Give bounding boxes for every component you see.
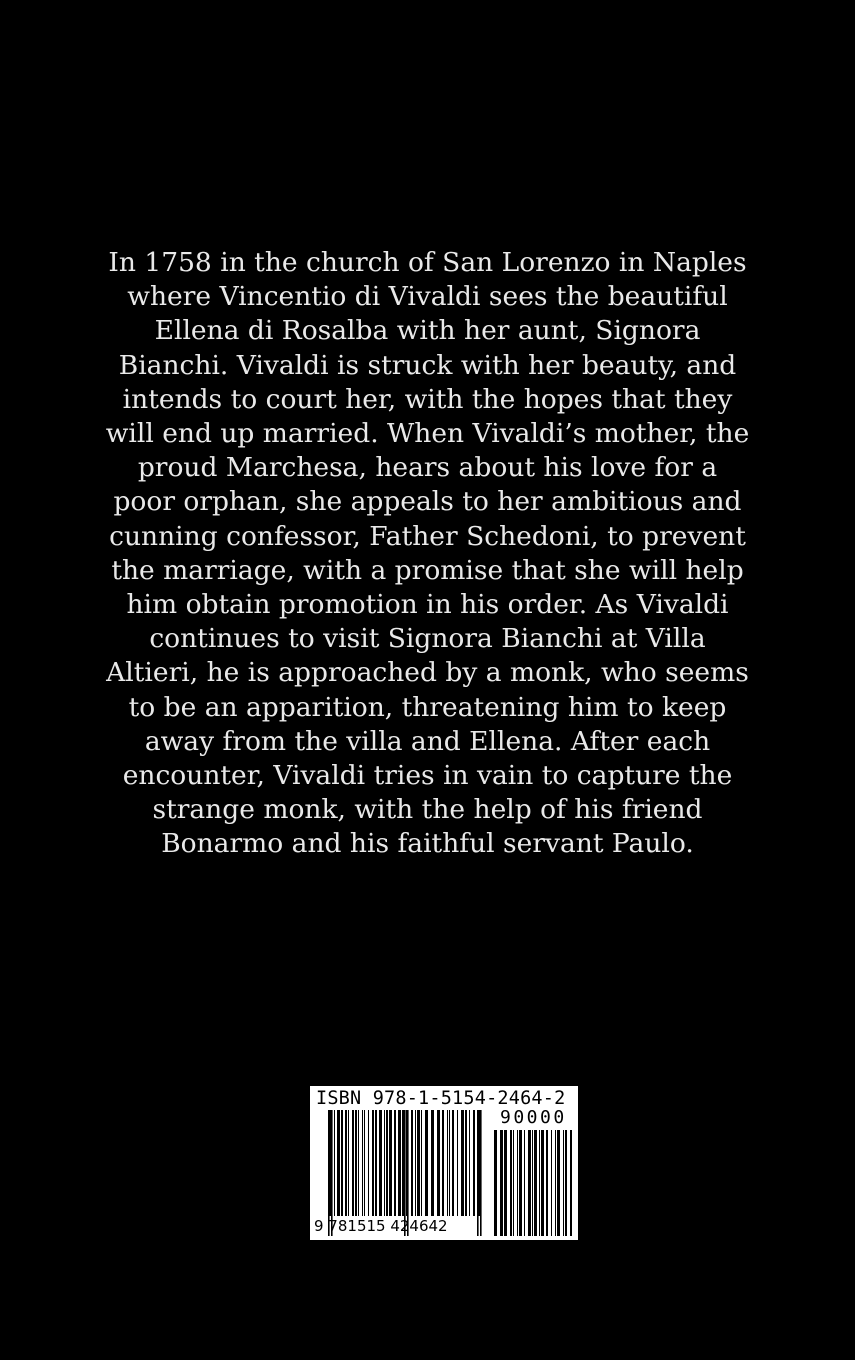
barcode-bar bbox=[384, 1110, 385, 1216]
addon-digits: 90000 bbox=[500, 1107, 567, 1128]
barcode-bar bbox=[417, 1110, 420, 1216]
barcode-bar bbox=[355, 1110, 357, 1216]
barcode-bar bbox=[421, 1110, 422, 1216]
barcode-bar bbox=[541, 1130, 544, 1236]
barcode-bar bbox=[452, 1110, 454, 1216]
barcode-bar bbox=[557, 1130, 560, 1236]
blurb-line: In 1758 in the church of San Lorenzo in Naples bbox=[108, 247, 747, 278]
barcode-bar bbox=[570, 1130, 572, 1236]
blurb-line: the marriage, with a promise that she will help bbox=[111, 554, 744, 586]
barcode-bar bbox=[394, 1110, 396, 1216]
barcode-bar bbox=[449, 1110, 450, 1216]
blurb-line: will end up married. When Vivaldi’s mother, the bbox=[105, 418, 750, 450]
barcode-bar bbox=[368, 1110, 369, 1216]
barcode-bar bbox=[565, 1130, 567, 1236]
blurb-line: continues to visit Signora Bianchi at Villa bbox=[149, 623, 706, 655]
barcode-bar bbox=[364, 1110, 365, 1216]
barcode-guard-bar bbox=[480, 1110, 482, 1236]
barcode-bar bbox=[411, 1110, 413, 1216]
barcode-bar bbox=[352, 1110, 354, 1216]
barcode-bar bbox=[469, 1110, 470, 1216]
barcode-bar bbox=[345, 1110, 347, 1216]
barcode-bar bbox=[402, 1110, 404, 1216]
blurb-line: Bonarmo and his faithful servant Paulo. bbox=[161, 828, 694, 860]
barcode-bar bbox=[519, 1130, 522, 1236]
barcode-bar bbox=[431, 1110, 434, 1216]
barcode-bar bbox=[415, 1110, 416, 1216]
barcode-bar bbox=[494, 1130, 497, 1236]
barcode-bar bbox=[534, 1130, 537, 1236]
barcode-bar bbox=[334, 1110, 335, 1216]
barcode-bar bbox=[379, 1110, 382, 1216]
blurb-line: Ellena di Rosalba with her aunt, Signora bbox=[154, 315, 701, 347]
blurb-text bbox=[60, 246, 795, 862]
barcode-bar bbox=[362, 1110, 363, 1216]
blurb-line: cunning confessor, Father Schedoni, to prevent bbox=[109, 520, 746, 552]
barcode-bar bbox=[546, 1130, 548, 1236]
barcode-bar bbox=[513, 1130, 514, 1236]
blurb-line: him obtain promotion in his order. As Vivaldi bbox=[126, 589, 729, 621]
barcode-bar bbox=[375, 1110, 377, 1216]
isbn-barcode bbox=[310, 1086, 578, 1240]
barcode-bar bbox=[465, 1110, 467, 1216]
blurb-line: intends to court her, with the hopes that they bbox=[122, 383, 733, 415]
blurb-line: Bianchi. Vivaldi is struck with her beauty, and bbox=[118, 349, 737, 381]
barcode-bar bbox=[386, 1110, 388, 1216]
barcode-bar bbox=[398, 1110, 401, 1216]
blurb-line: poor orphan, she appeals to her ambitious and bbox=[113, 486, 742, 518]
barcode-bar bbox=[341, 1110, 343, 1216]
isbn-label: ISBN 978-1-5154-2464-2 bbox=[316, 1088, 566, 1109]
blurb-line: where Vincentio di Vivaldi sees the beautiful bbox=[127, 281, 728, 313]
barcode-bar bbox=[372, 1110, 374, 1216]
barcode-bar bbox=[504, 1130, 507, 1236]
barcode-bar bbox=[437, 1110, 440, 1216]
barcode-bar bbox=[517, 1130, 518, 1236]
blurb-line: proud Marchesa, hears about his love for a bbox=[137, 452, 718, 484]
blurb-line: to be an apparition, threatening him to keep bbox=[128, 691, 727, 723]
barcode-bar bbox=[425, 1110, 428, 1216]
barcode-bar bbox=[500, 1130, 503, 1236]
ean-digits: 9 781515 424642 bbox=[314, 1217, 448, 1235]
barcode-bar bbox=[524, 1130, 525, 1236]
barcode-bar bbox=[348, 1110, 349, 1216]
barcode-bar bbox=[389, 1110, 392, 1216]
barcode-bar bbox=[461, 1110, 464, 1216]
barcode-bar bbox=[563, 1130, 564, 1236]
barcode-bar bbox=[337, 1110, 340, 1216]
barcode-bar bbox=[473, 1110, 475, 1216]
barcode-bar bbox=[551, 1130, 552, 1236]
blurb-line: away from the villa and Ellena. After each bbox=[144, 725, 711, 757]
barcode-bar bbox=[510, 1130, 512, 1236]
blurb-line: Altieri, he is approached by a monk, who seems bbox=[106, 657, 749, 689]
barcode-guard-bar bbox=[477, 1110, 479, 1236]
barcode-bar bbox=[442, 1110, 444, 1216]
barcode-bar bbox=[358, 1110, 359, 1216]
barcode-bar bbox=[528, 1130, 531, 1236]
barcode-bar bbox=[457, 1110, 458, 1216]
blurb-line: encounter, Vivaldi tries in vain to capture the bbox=[122, 760, 733, 792]
barcode-bar bbox=[447, 1110, 448, 1216]
barcode-bar bbox=[532, 1130, 533, 1236]
blurb-line: strange monk, with the help of his friend bbox=[152, 794, 703, 826]
barcode-bar bbox=[539, 1130, 540, 1236]
barcode-bar bbox=[555, 1130, 556, 1236]
